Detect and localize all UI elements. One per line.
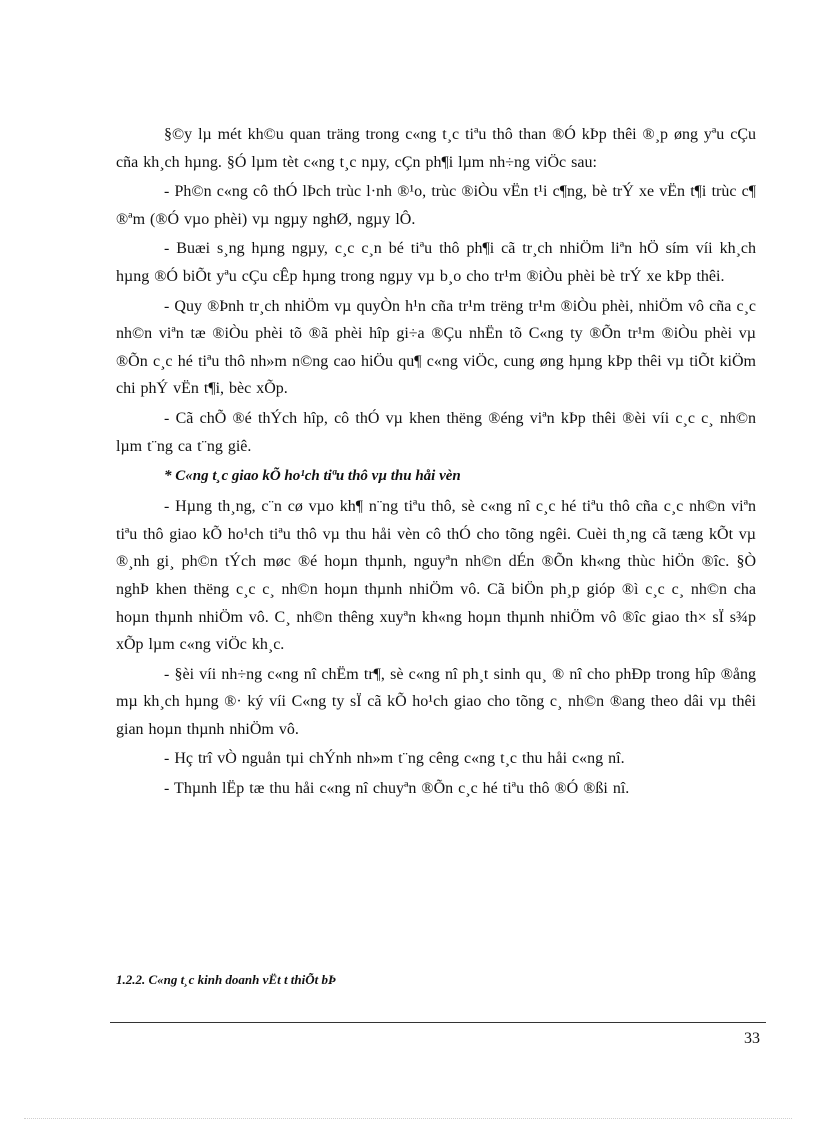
body-text [116,121,756,805]
list-item: - Hµng th¸ng, c¨n cø vµo kh¶ n¨ng tiªu thô, sè c«ng nî c¸c hé tiªu thô cña c¸c nh©n viªn tiªu thô giao kÕ ho¹ch tiªu thô vµ thu håi vèn cô thÓ cho tõng ngêi. Cuèi th¸ng cã tæng kÕt vµ ®¸nh gi¸ ph©n tÝch møc ®é hoµn thµnh, nguyªn nh©n dÉn ®Õn kh«ng thùc hiÖn ®îc. §Ò nghÞ khen thëng c¸c c¸ nh©n hoµn thµnh nhiÖm vô. Cã biÖn ph¸p gióp ®ì c¸c c¸ nh©n cha hoµn thµnh nhiÖm vô. C¸ nh©n thêng xuyªn kh«ng hoµn thµnh nhiÖm vô ®îc giao th× sÏ s¾p xÕp lµm c«ng viÖc kh¸c. [116,498,756,654]
paragraph-intro: §©y lµ mét kh©u quan träng trong c«ng t¸c tiªu thô than ®Ó kÞp thêi ®¸p øng yªu cÇu cña kh¸ch hµng. §Ó lµm tèt c«ng t¸c nµy, cÇn ph¶i lµm nh÷ng viÖc sau: [116,126,756,171]
footer-divider [110,1022,766,1023]
page-bottom-border [24,1118,792,1119]
page-number: 33 [744,1030,760,1047]
subsection-heading: 1.2.2. C«ng t¸c kinh doanh vËt t thiÕt bÞ [116,972,336,987]
list-item: - Quy ®Þnh tr¸ch nhiÖm vµ quyÒn h¹n cña tr¹m trëng tr¹m ®iÒu phèi, nhiÖm vô cña c¸c nh©n viªn tæ ®iÒu phèi tõ ®ã phèi hîp gi÷a ®Çu nhËn tõ C«ng ty ®Õn tr¹m ®iÒu phèi vµ ®Õn c¸c hé tiªu thô nh»m n©ng cao hiÖu qu¶ c«ng viÖc, cung øng hµng kÞp thêi vµ tiÕt kiÖm chi phÝ vËn t¶i, bèc xÕp. [116,297,756,398]
list-item: - Cã chÕ ®é thÝch hîp, cô thÓ vµ khen thëng ®éng viªn kÞp thêi ®èi víi c¸c c¸ nh©n lµm t¨ng ca t¨ng giê. [116,409,756,455]
list-item: - Thµnh lËp tæ thu håi c«ng nî chuyªn ®Õn c¸c hé tiªu thô ®Ó ®ßi nî. [164,780,630,798]
list-item: - §èi víi nh÷ng c«ng nî chËm tr¶, sè c«ng nî ph¸t sinh qu¸ ® nî cho phÐp trong hîp ®ång mµ kh¸ch hµng ®· ký víi C«ng ty sÏ cã kÕ ho¹ch giao cho tõng c¸ nh©n ®ang theo dâi vµ thêi gian hoµn thµnh nhiÖm vô. [116,665,756,738]
section-heading: * C«ng t¸c giao kÕ ho¹ch tiªu thô vµ thu håi vèn [164,468,461,485]
list-item: - Hç trî vÒ nguån tµi chÝnh nh»m t¨ng cêng c«ng t¸c thu håi c«ng nî. [164,750,625,768]
list-item: - Buæi s¸ng hµng ngµy, c¸c c¸n bé tiªu thô ph¶i cã tr¸ch nhiÖm liªn hÖ sím víi kh¸ch hµng ®Ó biÕt yªu cÇu cÊp hµng trong ngµy vµ b¸o cho tr¹m ®iÒu phèi bè trÝ xe kÞp thêi. [116,240,756,285]
list-item: - Ph©n c«ng cô thÓ lÞch trùc l·nh ®¹o, trùc ®iÒu vËn t¹i c¶ng, bè trÝ xe vËn t¶i trùc c¶ ®ªm (®Ó vµo phèi) vµ ngµy nghØ, ngµy lÔ. [116,183,756,228]
